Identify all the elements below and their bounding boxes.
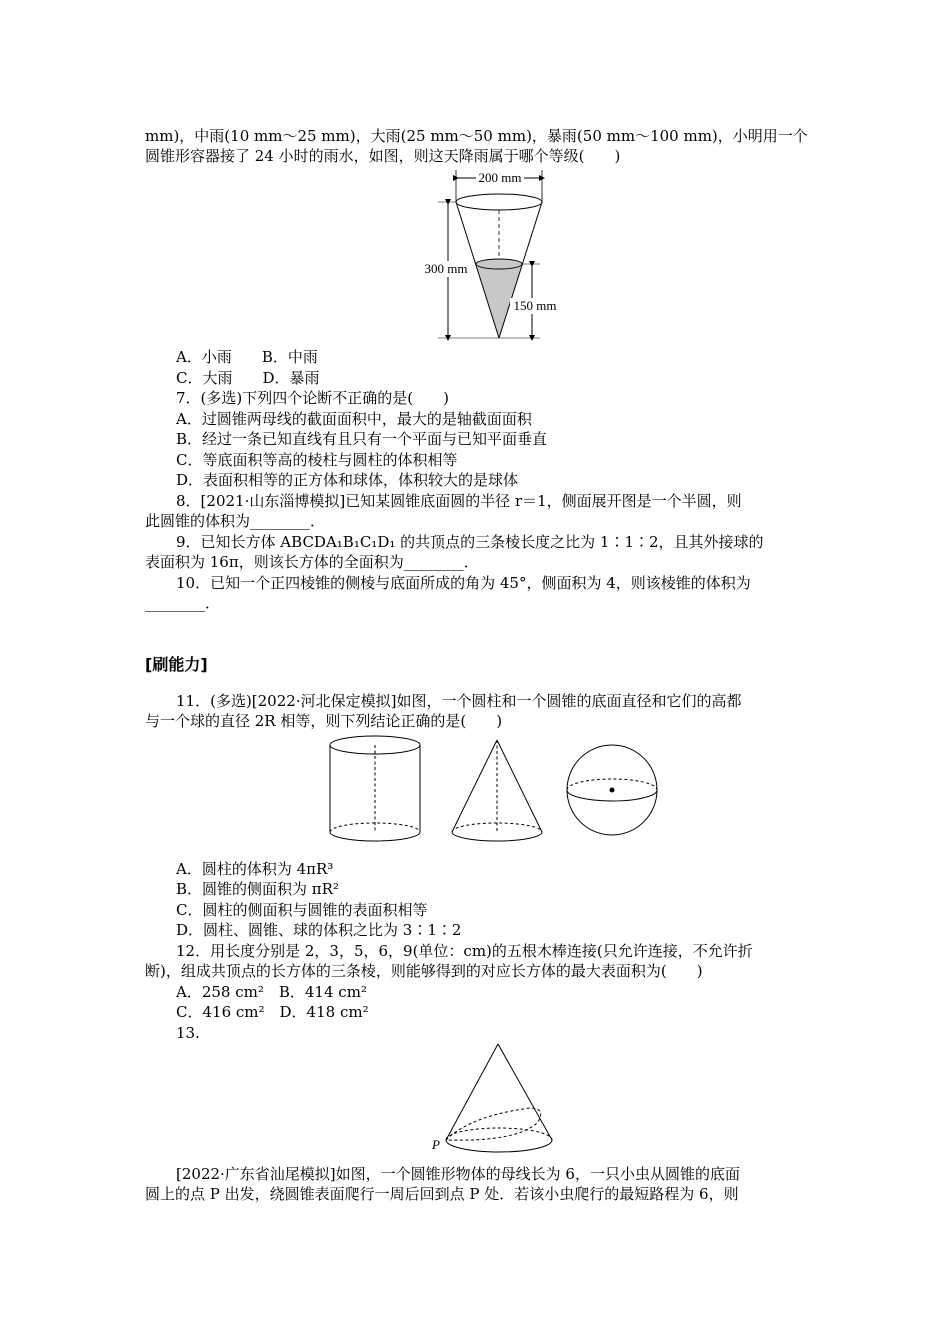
question-7: 7．(多选)下列四个论断不正确的是( ) xyxy=(176,389,449,407)
option-line: C．等底面积等高的棱柱与圆柱的体积相等 xyxy=(176,451,458,469)
question-11: 11．(多选)[2022·河北保定模拟]如图，一个圆柱和一个圆锥的底面直径和它们的高都 xyxy=(176,692,742,710)
question-12: 12．用长度分别是 2，3，5，6，9(单位：cm)的五根木棒连接(只允许连接，不允许折 xyxy=(176,942,753,960)
sphere-shape xyxy=(567,745,657,835)
option-line: A．小雨 B．中雨 xyxy=(176,348,318,366)
text-line: 圆上的点 P 出发，绕圆锥表面爬行一周后回到点 P 处．若该小虫爬行的最短路程为 6，则 xyxy=(145,1185,739,1203)
cone-shape xyxy=(452,740,542,841)
option-line: D．表面积相等的正方体和球体，体积较大的是球体 xyxy=(176,471,519,489)
text-line: 与一个球的直径 2R 相等，则下列结论正确的是( ) xyxy=(145,712,503,730)
question-8: 8．[2021·山东淄博模拟]已知某圆锥底面圆的半径 r＝1，侧面展开图是一个半圆，则 xyxy=(176,492,742,510)
point-p-label: P xyxy=(432,1137,440,1152)
height-label: 300 mm xyxy=(424,261,468,276)
cone-container-figure xyxy=(418,166,558,346)
text-line: 此圆锥的体积为________． xyxy=(145,512,326,530)
option-line: A．258 cm² B．414 cm² xyxy=(176,983,367,1001)
option-line: C．416 cm² D．418 cm² xyxy=(176,1003,369,1021)
text-line: 表面积为 16π，则该长方体的全面积为________． xyxy=(145,553,479,571)
text-line: mm)，中雨(10 mm～25 mm)，大雨(25 mm～50 mm)，暴雨(50 mm～100 mm)，小明用一个 xyxy=(145,127,808,145)
text-line: [2022·广东省汕尾模拟]如图，一个圆锥形物体的母线长为 6，一只小虫从圆锥的底面 xyxy=(176,1165,740,1183)
question-13: 13. xyxy=(176,1024,200,1042)
option-line: A．圆柱的体积为 4πR³ xyxy=(176,860,334,878)
width-label: 200 mm xyxy=(478,170,522,185)
cylinder-cone-sphere-figure xyxy=(325,732,665,852)
cylinder-shape xyxy=(330,736,420,841)
section-heading: [刷能力] xyxy=(145,655,208,674)
cone-path-figure xyxy=(430,1042,560,1157)
option-line: C．圆柱的侧面积与圆锥的表面积相等 xyxy=(176,901,428,919)
option-line: A．过圆锥两母线的截面面积中，最大的是轴截面面积 xyxy=(176,410,532,428)
text-line: 圆锥形容器接了 24 小时的雨水，如图，则这天降雨属于哪个等级( ) xyxy=(145,147,621,165)
question-10: 10．已知一个正四棱锥的侧棱与底面所成的角为 45°，侧面积为 4，则该棱锥的体积为 xyxy=(176,574,751,592)
text-line: 断)，组成共顶点的长方体的三条棱，则能够得到的对应长方体的最大表面积为( ) xyxy=(145,962,703,980)
option-line: B．经过一条已知直线有且只有一个平面与已知平面垂直 xyxy=(176,430,548,448)
question-9: 9．已知长方体 ABCDA₁B₁C₁D₁ 的共顶点的三条棱长度之比为 1∶1∶2，且其外接球的 xyxy=(176,533,764,551)
option-line: C．大雨 D．暴雨 xyxy=(176,369,320,387)
option-line: B．圆锥的侧面积为 πR² xyxy=(176,880,339,898)
option-line: D．圆柱、圆锥、球的体积之比为 3∶1∶2 xyxy=(176,921,462,939)
text-line: ________． xyxy=(145,594,221,612)
water-height-label: 150 mm xyxy=(513,298,557,313)
